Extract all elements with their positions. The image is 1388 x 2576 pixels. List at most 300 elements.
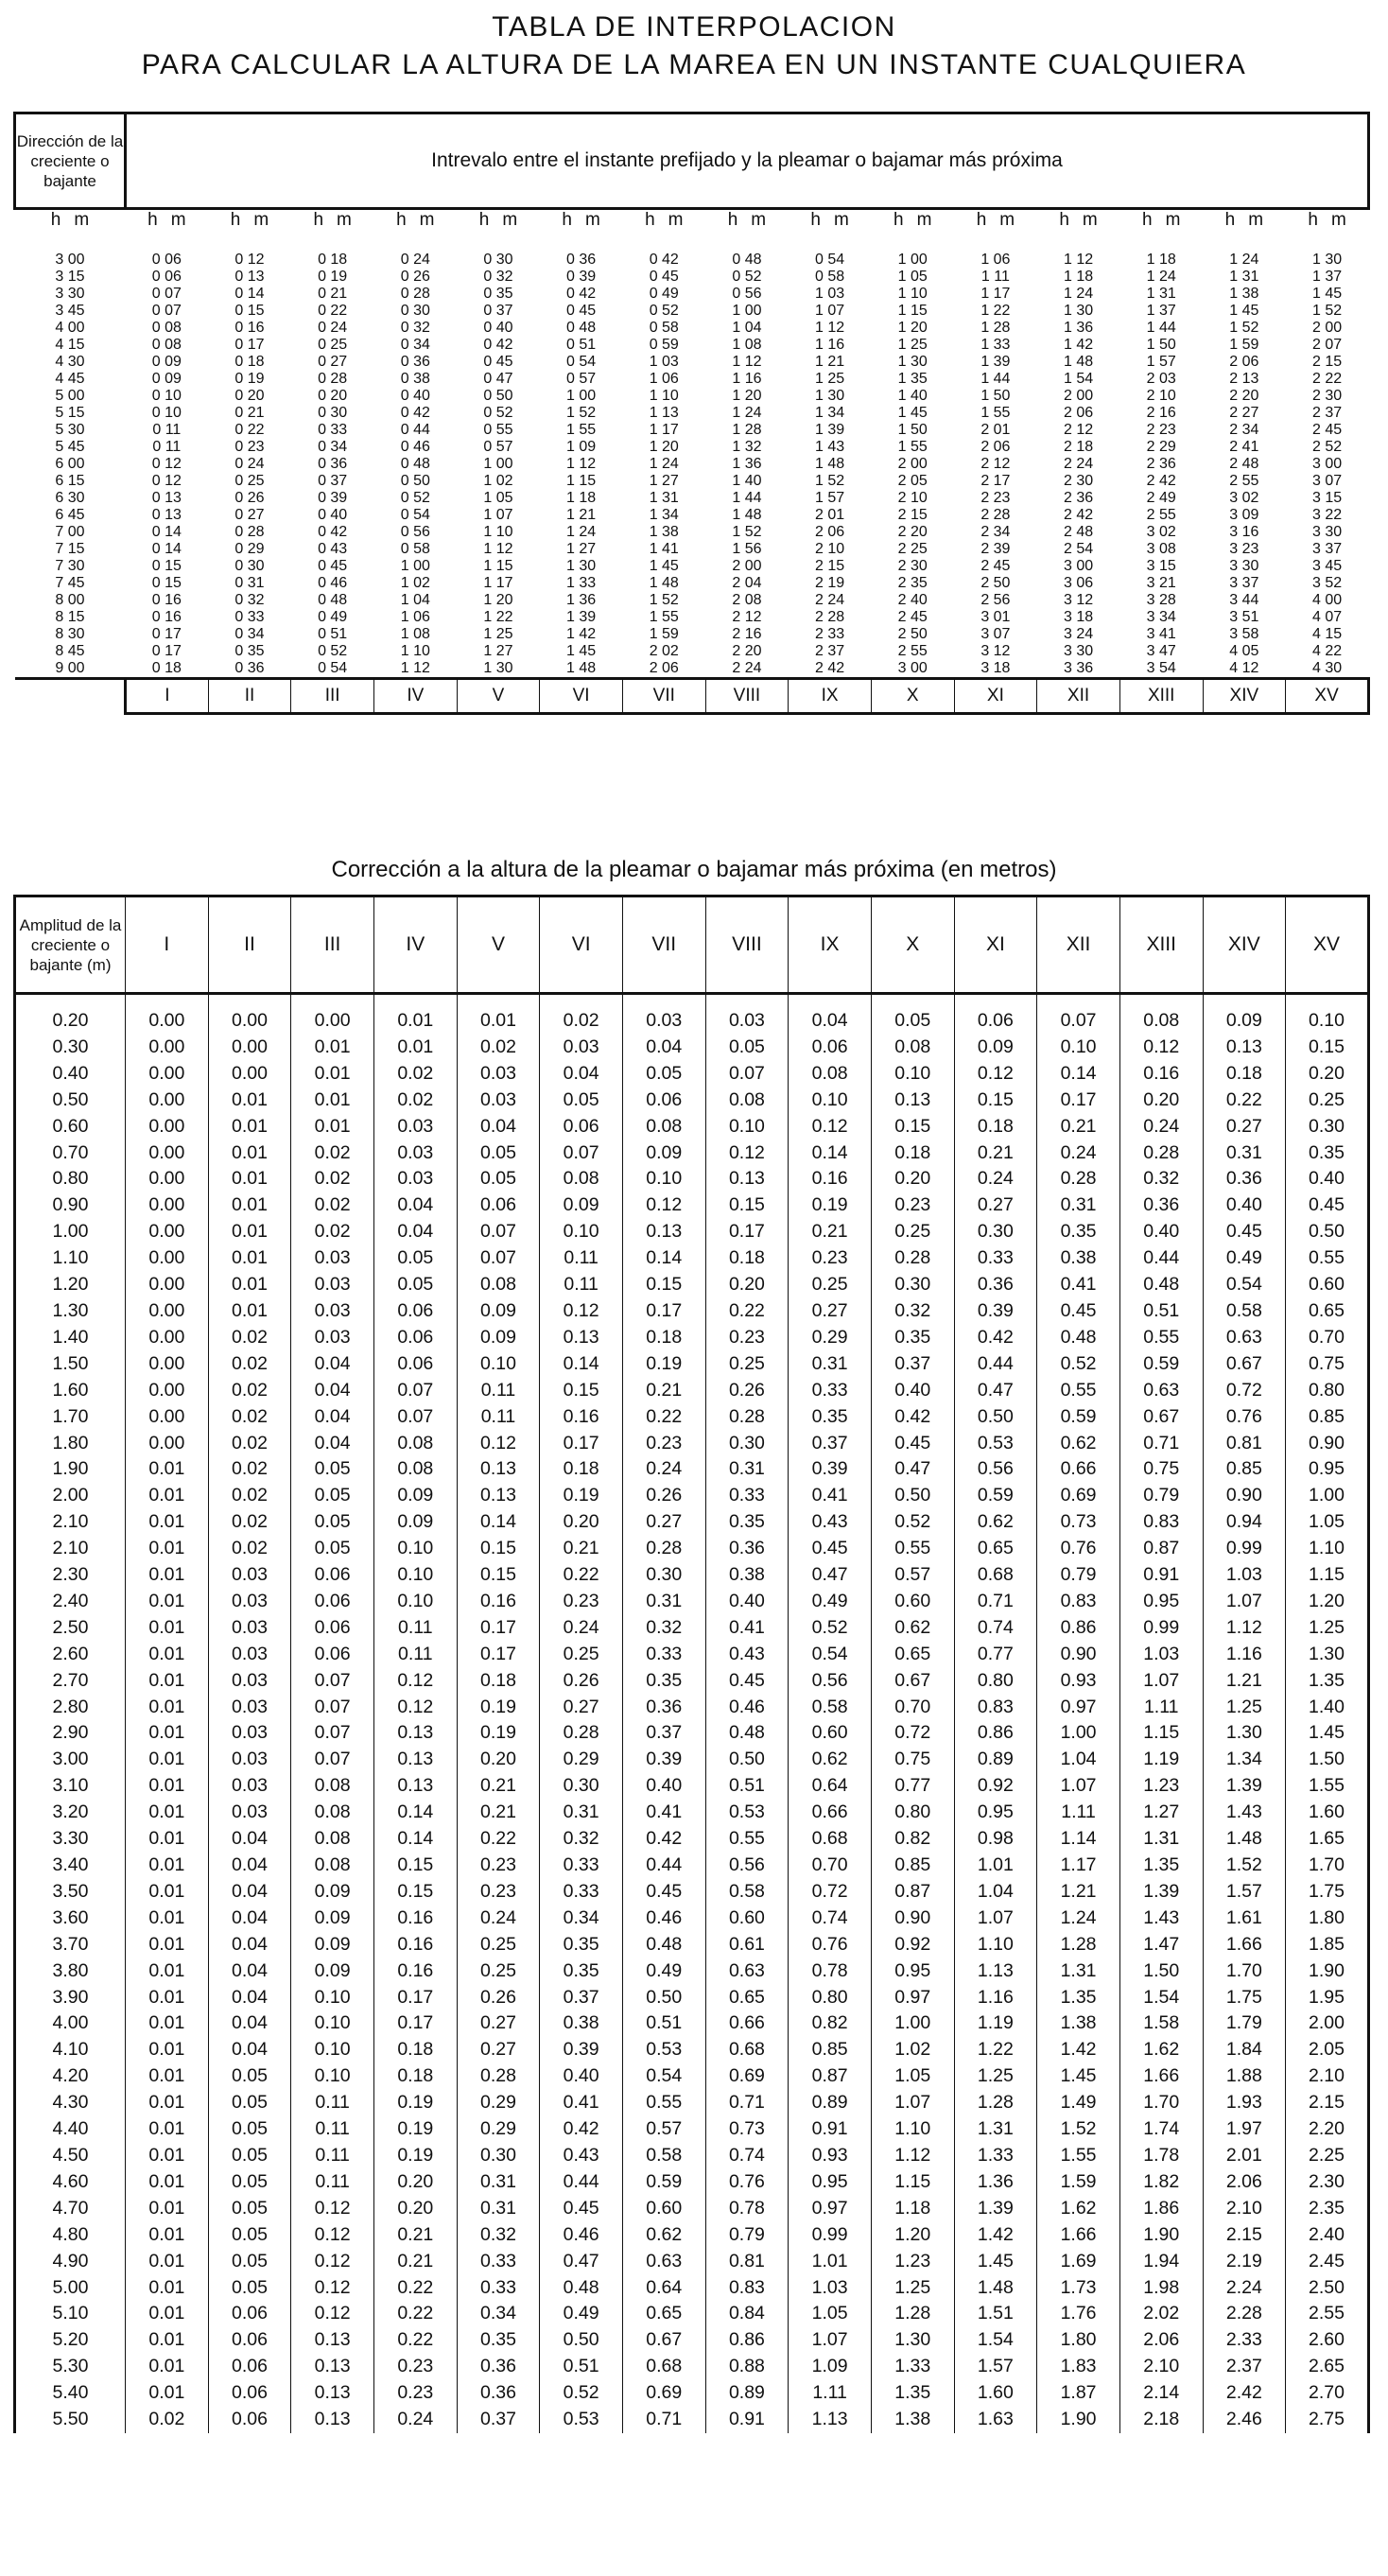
table-row	[15, 1166, 1369, 1192]
correction-value: 0.50	[540, 2327, 623, 2354]
time-value: 1 52	[815, 473, 845, 489]
table-row	[15, 1431, 1369, 1457]
correction-value: 0.79	[705, 2222, 789, 2249]
correction-value: 0.20	[871, 1166, 954, 1192]
time-value: 0 16	[234, 320, 265, 336]
correction-value: 0.00	[126, 1061, 209, 1088]
correction-value: 0.08	[373, 1431, 457, 1457]
correction-value: 0.35	[622, 1668, 705, 1695]
correction-value: 1.14	[1037, 1826, 1120, 1853]
hm-label	[373, 210, 457, 231]
correction-value: 0.10	[457, 1351, 540, 1378]
correction-value: 0.18	[954, 1114, 1037, 1140]
correction-value: 0.06	[373, 1325, 457, 1351]
time-value: 3 12	[980, 643, 1011, 659]
time-value: 0 09	[151, 371, 182, 387]
correction-value: 0.06	[457, 1192, 540, 1219]
amplitude-value: 4.20	[15, 2063, 126, 2090]
correction-value: 0.04	[208, 1932, 291, 1958]
time-value: 2 56	[980, 592, 1011, 608]
time-value: 1 05	[897, 269, 928, 285]
correction-value: 0.63	[1119, 1378, 1203, 1404]
correction-value: 0.31	[705, 1456, 789, 1483]
time-value: 1 17	[980, 286, 1011, 302]
time-value: 3 58	[1229, 626, 1259, 642]
correction-value: 0.04	[208, 1879, 291, 1906]
time-value: 1 30	[566, 558, 597, 574]
correction-value: 0.44	[540, 2169, 623, 2196]
correction-value: 0.53	[540, 2407, 623, 2433]
correction-value: 0.67	[871, 1668, 954, 1695]
correction-value: 0.59	[954, 1483, 1037, 1509]
amplitude-value: 0.70	[15, 1140, 126, 1167]
correction-value: 0.15	[954, 1088, 1037, 1114]
amplitude-header: Amplitud de la creciente o bajante (m)	[15, 896, 126, 994]
correction-value: 0.13	[457, 1456, 540, 1483]
interval-column-V	[457, 209, 540, 679]
time-value: 2 48	[1063, 524, 1094, 540]
correction-value: 0.74	[705, 2143, 789, 2169]
time-value: 2 25	[897, 541, 928, 557]
minute-label: m	[1248, 210, 1264, 230]
table-row	[15, 1958, 1369, 1985]
correction-value: 0.43	[789, 1509, 872, 1536]
correction-value: 0.26	[540, 1668, 623, 1695]
time-value: 0 17	[151, 626, 182, 642]
correction-value: 0.05	[291, 1536, 374, 1562]
correction-value: 0.04	[291, 1404, 374, 1431]
correction-value: 0.01	[126, 2010, 209, 2037]
correction-value: 1.28	[954, 2090, 1037, 2116]
roman-label: XI	[954, 679, 1037, 714]
correction-value: 0.30	[705, 1431, 789, 1457]
time-value: 1 48	[815, 456, 845, 472]
correction-value: 0.85	[871, 1853, 954, 1879]
correction-value: 0.17	[1037, 1088, 1120, 1114]
table-row	[15, 1140, 1369, 1167]
time-value: 2 00	[1312, 320, 1343, 336]
table-row	[15, 1536, 1369, 1562]
correction-value: 0.55	[622, 2090, 705, 2116]
time-value: 1 10	[483, 524, 513, 540]
correction-value: 0.12	[291, 2249, 374, 2275]
correction-value: 1.78	[1119, 2143, 1203, 2169]
time-value: 1 42	[1063, 337, 1094, 353]
correction-value: 0.83	[1119, 1509, 1203, 1536]
time-value: 3 18	[1063, 609, 1094, 625]
time-value: 0 26	[234, 490, 265, 506]
time-value: 0 35	[234, 643, 265, 659]
time-value: 0 17	[234, 337, 265, 353]
time-value: 3 02	[1229, 490, 1259, 506]
amplitude-value: 4.40	[15, 2116, 126, 2143]
correction-value: 0.01	[126, 1615, 209, 1642]
time-value: 0 52	[318, 643, 348, 659]
time-value: 0 44	[400, 422, 430, 438]
time-value: 8 45	[55, 643, 85, 659]
correction-value: 0.43	[705, 1642, 789, 1668]
time-value: 1 36	[732, 456, 762, 472]
correction-value: 0.31	[1203, 1140, 1286, 1167]
correction-value: 1.27	[1119, 1800, 1203, 1826]
time-value: 0 19	[234, 371, 265, 387]
time-value: 3 45	[55, 303, 85, 319]
time-value: 2 35	[897, 575, 928, 591]
correction-value: 0.05	[373, 1272, 457, 1298]
time-value: 0 24	[234, 456, 265, 472]
correction-value: 0.11	[373, 1615, 457, 1642]
correction-value: 2.15	[1203, 2222, 1286, 2249]
time-value: 1 00	[732, 303, 762, 319]
time-value: 2 23	[1146, 422, 1176, 438]
correction-value: 2.25	[1286, 2143, 1369, 2169]
correction-value: 0.21	[373, 2222, 457, 2249]
correction-value: 1.82	[1119, 2169, 1203, 2196]
correction-value: 0.15	[457, 1536, 540, 1562]
correction-value: 0.33	[457, 2249, 540, 2275]
correction-value: 0.12	[1119, 1035, 1203, 1061]
minute-label: m	[751, 210, 767, 230]
interval-column-III	[291, 209, 374, 679]
correction-value: 0.10	[705, 1114, 789, 1140]
correction-value: 0.32	[871, 1298, 954, 1325]
correction-value: 0.02	[457, 1035, 540, 1061]
correction-value: 1.07	[1037, 1773, 1120, 1800]
correction-value: 0.05	[208, 2222, 291, 2249]
correction-value: 0.00	[126, 994, 209, 1035]
correction-value: 0.01	[208, 1140, 291, 1167]
amplitude-value: 4.90	[15, 2249, 126, 2275]
time-value: 5 15	[55, 405, 85, 421]
time-value: 0 34	[400, 337, 430, 353]
correction-value: 1.93	[1203, 2090, 1286, 2116]
time-value: 0 13	[151, 490, 182, 506]
time-value: 1 16	[732, 371, 762, 387]
correction-value: 0.10	[1286, 994, 1369, 1035]
amplitude-value: 1.20	[15, 1272, 126, 1298]
correction-value: 0.79	[1119, 1483, 1203, 1509]
table-row	[15, 1615, 1369, 1642]
time-value: 3 12	[1063, 592, 1094, 608]
correction-value: 0.35	[1037, 1219, 1120, 1245]
correction-value: 0.00	[126, 1166, 209, 1192]
time-value: 7 45	[55, 575, 85, 591]
correction-value: 0.17	[622, 1298, 705, 1325]
correction-value: 0.18	[622, 1325, 705, 1351]
correction-value: 0.12	[373, 1668, 457, 1695]
roman-label: XII	[1037, 679, 1120, 714]
correction-value: 2.19	[1203, 2249, 1286, 2275]
correction-value: 0.46	[540, 2222, 623, 2249]
time-value: 3 00	[897, 660, 928, 676]
correction-value: 0.01	[126, 1747, 209, 1773]
height-correction-table	[13, 895, 1370, 2433]
correction-value: 0.12	[291, 2275, 374, 2302]
correction-value: 0.09	[291, 1958, 374, 1985]
correction-value: 0.70	[1286, 1325, 1369, 1351]
time-value: 3 37	[1229, 575, 1259, 591]
column-header-II: II	[208, 896, 291, 994]
correction-value: 0.03	[291, 1245, 374, 1272]
time-value: 1 50	[1146, 337, 1176, 353]
time-value: 1 25	[483, 626, 513, 642]
roman-label: I	[126, 679, 209, 714]
correction-value: 0.01	[291, 1035, 374, 1061]
correction-value: 1.19	[1119, 1747, 1203, 1773]
time-value: 0 11	[152, 439, 182, 455]
time-value: 2 12	[732, 609, 762, 625]
time-value: 1 36	[1063, 320, 1094, 336]
time-value: 1 20	[897, 320, 928, 336]
correction-value: 1.55	[1037, 2143, 1120, 2169]
correction-value: 0.02	[291, 1192, 374, 1219]
correction-value: 0.42	[540, 2116, 623, 2143]
correction-value: 0.03	[373, 1140, 457, 1167]
time-value: 0 16	[151, 592, 182, 608]
time-value: 3 44	[1229, 592, 1259, 608]
time-value: 1 38	[1229, 286, 1259, 302]
time-value: 3 51	[1229, 609, 1259, 625]
correction-value: 2.14	[1119, 2380, 1203, 2407]
correction-value: 0.03	[457, 1061, 540, 1088]
time-value: 0 18	[234, 354, 265, 370]
time-value: 1 50	[980, 388, 1011, 404]
time-value: 2 06	[1063, 405, 1094, 421]
time-value: 2 30	[1063, 473, 1094, 489]
time-value: 1 37	[1146, 303, 1176, 319]
time-value: 0 47	[483, 371, 513, 387]
correction-value: 0.17	[457, 1642, 540, 1668]
correction-value: 0.05	[208, 2249, 291, 2275]
table-row	[15, 2196, 1369, 2222]
correction-value: 0.12	[622, 1192, 705, 1219]
correction-value: 0.03	[291, 1298, 374, 1325]
correction-value: 0.07	[373, 1404, 457, 1431]
time-value: 1 24	[1146, 269, 1176, 285]
correction-value: 1.42	[954, 2222, 1037, 2249]
correction-value: 0.32	[622, 1615, 705, 1642]
correction-value: 0.41	[540, 2090, 623, 2116]
time-value: 1 38	[649, 524, 679, 540]
correction-value: 1.35	[1286, 1668, 1369, 1695]
correction-value: 0.05	[208, 2275, 291, 2302]
correction-value: 0.76	[1203, 1404, 1286, 1431]
time-value: 2 30	[1312, 388, 1343, 404]
correction-value: 0.91	[1119, 1562, 1203, 1589]
time-value: 0 25	[234, 473, 265, 489]
time-value: 1 18	[1146, 252, 1176, 268]
correction-value: 2.01	[1203, 2143, 1286, 2169]
correction-value: 1.19	[954, 2010, 1037, 2037]
time-value: 2 06	[1229, 354, 1259, 370]
time-value: 1 28	[732, 422, 762, 438]
correction-value: 2.60	[1286, 2327, 1369, 2354]
correction-value: 0.12	[705, 1140, 789, 1167]
correction-value: 0.08	[705, 1088, 789, 1114]
time-value: 4 15	[1312, 626, 1343, 642]
correction-value: 0.83	[705, 2275, 789, 2302]
correction-value: 0.12	[291, 2222, 374, 2249]
correction-value: 0.28	[457, 2063, 540, 2090]
correction-value: 1.58	[1119, 2010, 1203, 2037]
correction-value: 0.48	[705, 1720, 789, 1747]
correction-value: 0.01	[126, 1906, 209, 1932]
table-row	[15, 1747, 1369, 1773]
correction-value: 0.49	[540, 2301, 623, 2327]
correction-value: 0.86	[954, 1720, 1037, 1747]
table-row	[15, 2063, 1369, 2090]
time-value: 1 44	[980, 371, 1011, 387]
time-value: 3 30	[55, 286, 85, 302]
correction-value: 0.33	[954, 1245, 1037, 1272]
time-value: 0 15	[151, 575, 182, 591]
interval-column-XV	[1286, 209, 1369, 679]
amplitude-value: 1.00	[15, 1219, 126, 1245]
correction-value: 0.37	[871, 1351, 954, 1378]
correction-value: 0.80	[954, 1668, 1037, 1695]
correction-value: 0.09	[954, 1035, 1037, 1061]
correction-value: 0.80	[1286, 1378, 1369, 1404]
correction-value: 0.13	[291, 2354, 374, 2380]
time-value: 3 41	[1146, 626, 1176, 642]
amplitude-value: 4.80	[15, 2222, 126, 2249]
correction-value: 0.49	[789, 1589, 872, 1615]
correction-value: 0.95	[789, 2169, 872, 2196]
time-value: 1 34	[649, 507, 679, 523]
correction-value: 0.41	[1037, 1272, 1120, 1298]
amplitude-value: 0.30	[15, 1035, 126, 1061]
time-value: 0 32	[234, 592, 265, 608]
correction-value: 0.57	[622, 2116, 705, 2143]
correction-value: 1.07	[871, 2090, 954, 2116]
correction-value: 0.42	[871, 1404, 954, 1431]
time-value: 0 45	[483, 354, 513, 370]
time-value: 2 37	[815, 643, 845, 659]
correction-value: 0.28	[1119, 1140, 1203, 1167]
correction-value: 0.28	[622, 1536, 705, 1562]
time-value: 1 30	[483, 660, 513, 676]
correction-value: 1.90	[1037, 2407, 1120, 2433]
time-value: 0 36	[318, 456, 348, 472]
time-value: 1 12	[815, 320, 845, 336]
correction-value: 0.01	[126, 2063, 209, 2090]
correction-value: 0.58	[705, 1879, 789, 1906]
correction-value: 0.60	[871, 1589, 954, 1615]
correction-value: 0.97	[871, 1985, 954, 2011]
time-value: 0 45	[649, 269, 679, 285]
time-value: 0 30	[483, 252, 513, 268]
time-value: 2 12	[1063, 422, 1094, 438]
correction-value: 1.01	[954, 1853, 1037, 1879]
correction-value: 0.18	[705, 1245, 789, 1272]
correction-value: 0.14	[457, 1509, 540, 1536]
time-value: 0 48	[318, 592, 348, 608]
correction-value: 0.06	[954, 994, 1037, 1035]
time-value: 1 55	[897, 439, 928, 455]
time-value: 1 48	[1063, 354, 1094, 370]
time-value: 1 30	[1312, 252, 1343, 268]
correction-value: 0.67	[1119, 1404, 1203, 1431]
time-value: 1 03	[649, 354, 679, 370]
correction-value: 0.41	[622, 1800, 705, 1826]
correction-value: 0.16	[373, 1906, 457, 1932]
amplitude-value: 3.70	[15, 1932, 126, 1958]
correction-value: 0.35	[457, 2327, 540, 2354]
correction-value: 0.13	[705, 1166, 789, 1192]
hour-label: h	[727, 210, 738, 230]
correction-value: 0.26	[457, 1985, 540, 2011]
correction-value: 2.06	[1119, 2327, 1203, 2354]
correction-value: 1.70	[1203, 1958, 1286, 1985]
correction-value: 0.09	[1203, 994, 1286, 1035]
correction-value: 1.17	[1037, 1853, 1120, 1879]
correction-value: 0.45	[1286, 1192, 1369, 1219]
correction-value: 1.25	[954, 2063, 1037, 2090]
correction-value: 0.45	[789, 1536, 872, 1562]
correction-value: 0.19	[457, 1720, 540, 1747]
correction-value: 0.70	[789, 1853, 872, 1879]
correction-value: 0.84	[705, 2301, 789, 2327]
time-value: 1 20	[649, 439, 679, 455]
correction-value: 0.40	[1203, 1192, 1286, 1219]
correction-value: 0.35	[705, 1509, 789, 1536]
correction-value: 0.02	[291, 1140, 374, 1167]
correction-value: 1.31	[1119, 1826, 1203, 1853]
correction-value: 0.01	[126, 2222, 209, 2249]
correction-value: 0.38	[705, 1562, 789, 1589]
minute-label: m	[584, 210, 600, 230]
correction-value: 0.34	[457, 2301, 540, 2327]
time-value: 2 28	[980, 507, 1011, 523]
correction-value: 0.74	[789, 1906, 872, 1932]
correction-value: 1.42	[1037, 2037, 1120, 2063]
time-value: 2 12	[980, 456, 1011, 472]
correction-value: 1.15	[871, 2169, 954, 2196]
correction-value: 0.53	[705, 1800, 789, 1826]
time-value: 2 15	[1312, 354, 1343, 370]
time-value: 2 33	[815, 626, 845, 642]
time-value: 0 24	[400, 252, 430, 268]
correction-value: 0.62	[871, 1615, 954, 1642]
correction-value: 0.03	[208, 1615, 291, 1642]
correction-value: 1.03	[1203, 1562, 1286, 1589]
correction-value: 0.01	[126, 1642, 209, 1668]
amplitude-value: 5.00	[15, 2275, 126, 2302]
correction-value: 0.29	[540, 1747, 623, 1773]
table-row	[15, 1589, 1369, 1615]
correction-value: 0.55	[705, 1826, 789, 1853]
correction-value: 0.26	[622, 1483, 705, 1509]
time-value: 1 30	[897, 354, 928, 370]
correction-value: 0.55	[1119, 1325, 1203, 1351]
roman-label: XIV	[1203, 679, 1286, 714]
time-value: 3 21	[1146, 575, 1176, 591]
correction-value: 0.14	[789, 1140, 872, 1167]
correction-value: 0.03	[705, 994, 789, 1035]
correction-value: 0.01	[126, 2354, 209, 2380]
time-value: 2 29	[1146, 439, 1176, 455]
time-value: 2 34	[980, 524, 1011, 540]
correction-value: 1.43	[1203, 1800, 1286, 1826]
interval-column-I	[126, 209, 209, 679]
correction-value: 0.12	[457, 1431, 540, 1457]
correction-value: 1.22	[954, 2037, 1037, 2063]
correction-value: 1.10	[871, 2116, 954, 2143]
correction-value: 0.20	[373, 2169, 457, 2196]
time-value: 2 10	[1146, 388, 1176, 404]
time-value: 0 28	[318, 371, 348, 387]
correction-value: 1.95	[1286, 1985, 1369, 2011]
